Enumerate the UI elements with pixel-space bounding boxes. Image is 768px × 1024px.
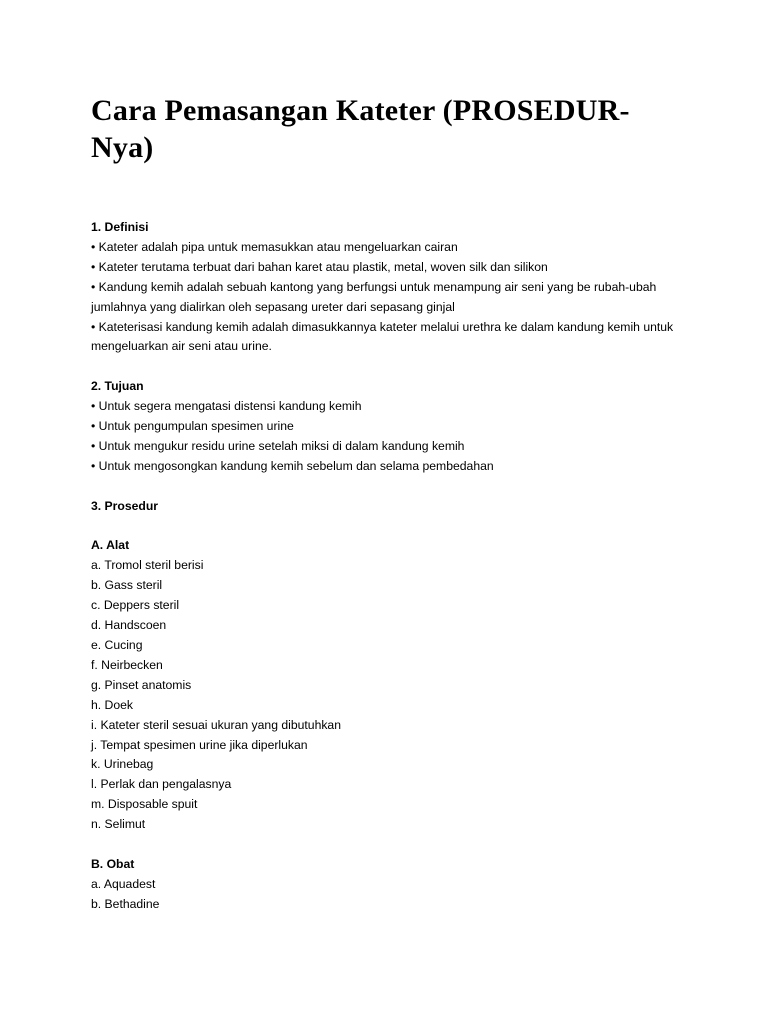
list-item: • Untuk pengumpulan spesimen urine bbox=[91, 419, 294, 434]
list-item: d. Handscoen bbox=[91, 618, 167, 633]
list-item: b. Gass steril bbox=[91, 578, 163, 593]
section-heading-definisi: 1. Definisi bbox=[91, 220, 149, 234]
list-item: c. Deppers steril bbox=[91, 598, 180, 613]
spacer bbox=[91, 357, 691, 377]
spacer bbox=[91, 517, 691, 537]
list-item: h. Doek bbox=[91, 697, 134, 712]
list-item: k. Urinebag bbox=[91, 757, 154, 772]
list-item: i. Kateter steril sesuai ukuran yang dibutuhkan bbox=[91, 717, 341, 732]
section-heading-alat: A. Alat bbox=[91, 538, 130, 553]
spacer bbox=[91, 835, 691, 855]
list-item: j. Tempat spesimen urine jika diperlukan bbox=[91, 737, 308, 752]
document-title: Cara Pemasangan Kateter (PROSEDUR-Nya) bbox=[91, 94, 630, 164]
list-item: e. Cucing bbox=[91, 637, 143, 652]
list-item: a. Aquadest bbox=[91, 876, 156, 891]
list-item: • Untuk segera mengatasi distensi kandung kemih bbox=[91, 399, 362, 414]
list-item: • Untuk mengukur residu urine setelah miksi di dalam kandung kemih bbox=[91, 438, 465, 453]
list-item: • Kateterisasi kandung kemih adalah dimasukkannya kateter melalui urethra ke dalam kandung kemih untuk mengeluarkan air seni atau urine. bbox=[91, 319, 674, 354]
list-item: n. Selimut bbox=[91, 817, 146, 832]
list-item: • Untuk mengosongkan kandung kemih sebelum dan selama pembedahan bbox=[91, 458, 494, 473]
spacer bbox=[91, 477, 691, 497]
list-item: • Kateter adalah pipa untuk memasukkan atau mengeluarkan cairan bbox=[91, 239, 458, 254]
list-item: • Kateter terutama terbuat dari bahan karet atau plastik, metal, woven silk dan silikon bbox=[91, 259, 548, 274]
list-item: a. Tromol steril berisi bbox=[91, 558, 204, 573]
section-heading-prosedur: 3. Prosedur bbox=[91, 498, 159, 513]
section-heading-tujuan: 2. Tujuan bbox=[91, 379, 144, 394]
section-heading-obat: B. Obat bbox=[91, 856, 135, 871]
list-item: g. Pinset anatomis bbox=[91, 677, 192, 692]
document-page bbox=[91, 92, 691, 915]
list-item: m. Disposable spuit bbox=[91, 797, 198, 812]
list-item: b. Bethadine bbox=[91, 896, 160, 911]
document-body bbox=[91, 218, 691, 915]
list-item: • Kandung kemih adalah sebuah kantong yang berfungsi untuk menampung air seni yang be rubah-ubah jumlahnya yang dialirkan oleh sepasang ureter dari sepasang ginjal bbox=[91, 279, 657, 314]
list-item: l. Perlak dan pengalasnya bbox=[91, 777, 232, 792]
list-item: f. Neirbecken bbox=[91, 657, 163, 672]
